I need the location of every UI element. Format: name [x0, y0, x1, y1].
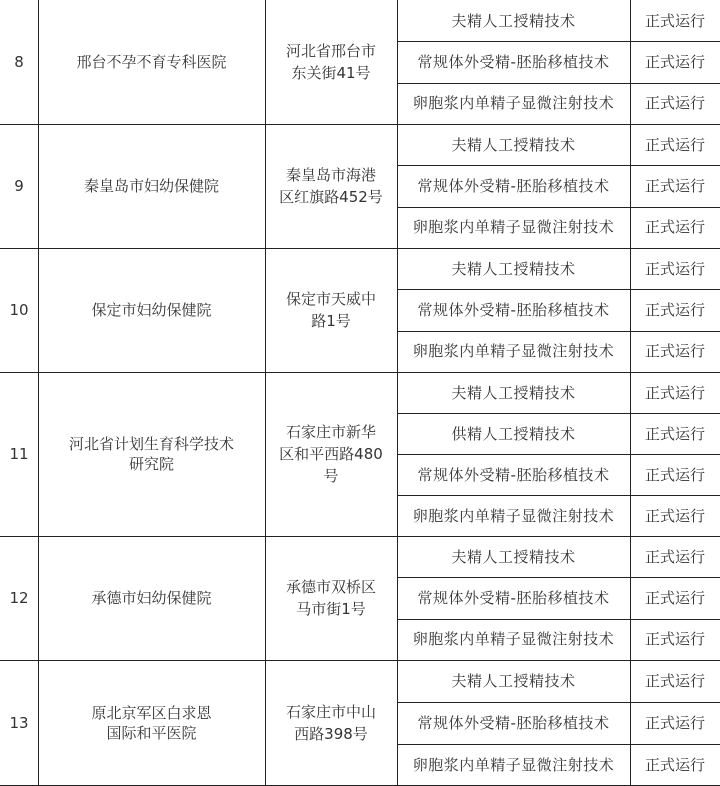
- technology-name: [397, 289, 630, 330]
- text-line: 研究院: [128, 455, 174, 473]
- text-line: 东关街41号: [291, 64, 371, 82]
- operation-status: [630, 619, 720, 660]
- cell-text: 常规体外受精-胚胎移植技术: [417, 52, 610, 71]
- institution-address: [265, 372, 397, 536]
- cell-text: 夫精人工授精技术: [451, 259, 576, 278]
- technology-name: [397, 41, 630, 82]
- operation-status: [630, 413, 720, 454]
- technology-name: [397, 619, 630, 660]
- service-divider: [397, 41, 720, 42]
- technology-name: [397, 413, 630, 454]
- institution-name: [38, 372, 265, 536]
- service-divider: [397, 619, 720, 620]
- column-divider: [630, 0, 631, 786]
- text-line: 国际和平医院: [106, 724, 197, 742]
- cell-text: [286, 701, 376, 745]
- service-divider: [397, 289, 720, 290]
- institution-address: [265, 0, 397, 124]
- cell-text: 夫精人工授精技术: [451, 547, 576, 566]
- cell-text: 13: [9, 714, 29, 732]
- service-divider: [397, 207, 720, 208]
- cell-text: 常规体外受精-胚胎移植技术: [417, 465, 610, 484]
- cell-text: 正式运行: [644, 383, 705, 402]
- operation-status: [630, 495, 720, 536]
- cell-text: 卵胞浆内单精子显微注射技术: [412, 756, 615, 774]
- institution-address: [265, 660, 397, 786]
- cell-text: [286, 576, 376, 620]
- institution-address: [265, 248, 397, 372]
- cell-text: 正式运行: [644, 11, 705, 30]
- cell-text: 卵胞浆内单精子显微注射技术: [412, 218, 615, 237]
- operation-status: [630, 124, 720, 165]
- operation-status: [630, 577, 720, 618]
- row-number: [0, 660, 38, 786]
- cell-text: 卵胞浆内单精子显微注射技术: [412, 630, 615, 649]
- operation-status: [630, 536, 720, 577]
- technology-name: [397, 536, 630, 577]
- cell-text: 正式运行: [644, 52, 705, 71]
- technology-name: [397, 495, 630, 536]
- operation-status: [630, 331, 720, 372]
- cell-text: 正式运行: [644, 672, 705, 690]
- service-divider: [397, 454, 720, 455]
- operation-status: [630, 248, 720, 289]
- cell-text: 12: [9, 589, 29, 607]
- text-line: 河北省邢台市: [285, 42, 376, 60]
- cell-text: 正式运行: [644, 176, 705, 195]
- text-line: 石家庄市新华: [285, 423, 376, 441]
- operation-status: [630, 372, 720, 413]
- text-line: 河北省计划生育科学技术: [68, 435, 234, 453]
- service-divider: [397, 83, 720, 84]
- cell-text: [279, 421, 383, 487]
- operation-status: [630, 165, 720, 206]
- cell-text: 正式运行: [644, 465, 705, 484]
- technology-name: [397, 207, 630, 248]
- group-divider: [0, 248, 720, 249]
- text-line: 马市街1号: [296, 600, 366, 618]
- cell-text: 正式运行: [644, 94, 705, 113]
- column-divider: [397, 0, 398, 786]
- column-divider: [38, 0, 39, 786]
- group-divider: [0, 660, 720, 661]
- cell-text: [91, 703, 211, 743]
- group-divider: [0, 124, 720, 125]
- cell-text: 夫精人工授精技术: [451, 135, 576, 154]
- cell-text: 正式运行: [644, 547, 705, 566]
- institution-name: [38, 248, 265, 372]
- cell-text: [279, 164, 383, 208]
- operation-status: [630, 744, 720, 786]
- technology-name: [397, 331, 630, 372]
- institution-address: [265, 536, 397, 660]
- operation-status: [630, 83, 720, 124]
- technology-name: [397, 372, 630, 413]
- cell-text: 常规体外受精-胚胎移植技术: [417, 588, 610, 607]
- row-number: [0, 248, 38, 372]
- cell-text: 11: [9, 445, 29, 463]
- text-line: 秦皇岛市海港: [285, 166, 376, 184]
- row-number: [0, 124, 38, 248]
- cell-text: [286, 40, 376, 84]
- text-line: 西路398号: [294, 725, 368, 743]
- text-line: 号: [323, 467, 339, 485]
- cell-text: 正式运行: [644, 218, 705, 237]
- cell-text: 正式运行: [644, 424, 705, 443]
- technology-name: [397, 744, 630, 786]
- cell-text: 卵胞浆内单精子显微注射技术: [412, 94, 615, 113]
- operation-status: [630, 289, 720, 330]
- text-line: 石家庄市中山: [285, 703, 376, 721]
- technology-name: [397, 577, 630, 618]
- technology-name: [397, 454, 630, 495]
- institution-name: [38, 0, 265, 124]
- cell-text: 夫精人工授精技术: [451, 672, 576, 690]
- row-number: [0, 536, 38, 660]
- cell-text: 卵胞浆内单精子显微注射技术: [412, 342, 615, 361]
- cell-text: [286, 288, 376, 332]
- service-divider: [397, 577, 720, 578]
- cell-text: 常规体外受精-胚胎移植技术: [417, 176, 610, 195]
- operation-status: [630, 660, 720, 702]
- text-line: 原北京军区白求恩: [91, 704, 212, 722]
- column-divider: [265, 0, 266, 786]
- operation-status: [630, 0, 720, 41]
- cell-text: 正式运行: [644, 300, 705, 319]
- service-divider: [397, 495, 720, 496]
- row-number: [0, 372, 38, 536]
- cell-text: 邢台不孕不育专科医院: [76, 53, 227, 71]
- cell-text: 正式运行: [644, 588, 705, 607]
- cell-text: 卵胞浆内单精子显微注射技术: [412, 506, 615, 525]
- cell-text: 正式运行: [644, 135, 705, 154]
- institution-name: [38, 536, 265, 660]
- service-divider: [397, 413, 720, 414]
- cell-text: 常规体外受精-胚胎移植技术: [417, 300, 610, 319]
- cell-text: 夫精人工授精技术: [451, 11, 576, 30]
- cell-text: [69, 434, 234, 474]
- cell-text: 秦皇岛市妇幼保健院: [83, 177, 219, 195]
- group-divider: [0, 536, 720, 537]
- service-divider: [397, 165, 720, 166]
- cell-text: 正式运行: [644, 714, 705, 732]
- technology-name: [397, 660, 630, 702]
- cell-text: 8: [14, 53, 24, 71]
- cell-text: 9: [14, 177, 24, 195]
- service-divider: [397, 702, 720, 703]
- text-line: 保定市天威中: [285, 290, 376, 308]
- service-divider: [397, 744, 720, 745]
- technology-name: [397, 83, 630, 124]
- cell-text: 10: [9, 301, 29, 319]
- technology-name: [397, 248, 630, 289]
- cell-text: 正式运行: [644, 756, 705, 774]
- cell-text: 常规体外受精-胚胎移植技术: [417, 714, 610, 732]
- service-divider: [397, 331, 720, 332]
- cell-text: 保定市妇幼保健院: [91, 301, 212, 319]
- cell-text: 正式运行: [644, 506, 705, 525]
- cell-text: 正式运行: [644, 259, 705, 278]
- operation-status: [630, 702, 720, 744]
- technology-name: [397, 124, 630, 165]
- institution-name: [38, 660, 265, 786]
- technology-name: [397, 0, 630, 41]
- text-line: 区和平西路480: [279, 445, 383, 463]
- row-number: [0, 0, 38, 124]
- text-line: 承德市双桥区: [285, 578, 376, 596]
- institution-address: [265, 124, 397, 248]
- group-divider: [0, 372, 720, 373]
- technology-name: [397, 702, 630, 744]
- cell-text: 正式运行: [644, 342, 705, 361]
- cell-text: 夫精人工授精技术: [451, 383, 576, 402]
- operation-status: [630, 41, 720, 82]
- text-line: 区红旗路452号: [279, 188, 383, 206]
- cell-text: 承德市妇幼保健院: [91, 589, 212, 607]
- technology-name: [397, 165, 630, 206]
- operation-status: [630, 207, 720, 248]
- cell-text: 正式运行: [644, 630, 705, 649]
- cell-text: 供精人工授精技术: [451, 424, 576, 443]
- institution-name: [38, 124, 265, 248]
- text-line: 路1号: [311, 312, 351, 330]
- operation-status: [630, 454, 720, 495]
